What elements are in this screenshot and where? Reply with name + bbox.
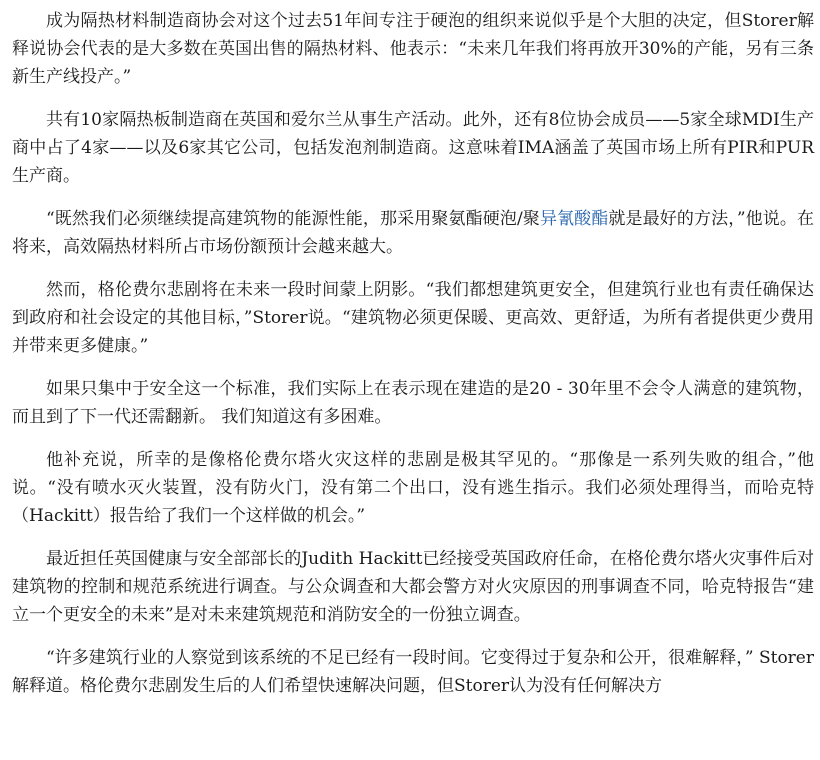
paragraph-single-standard: 如果只集中于安全这一个标准，我们实际上在表示现在建造的是20 - 30年里不会令人满意的建筑物，而且到了下一代还需翻新。 我们知道这有多困难。 xyxy=(12,379,814,427)
paragraph-hackitt-review: 最近担任英国健康与安全部部长的Judith Hackitt已经接受英国政府任命，在格伦费尔塔火灾事件后对建筑物的控制和规范系统进行调查。与公众调查和大都会警方对火灾原因的刑事调查不同，哈克特报告“建立一个更安全的未来”是对未来建筑规范和消防安全的一份独立调查。 xyxy=(12,549,814,625)
article-body xyxy=(0,7,820,760)
paragraph-system-shortcomings: “许多建筑行业的人察觉到该系统的不足已经有一段时间。它变得过于复杂和公开，很难解释，” Storer解释道。格伦费尔悲剧发生后的人们希望快速解决问题，但Storer认为没有任何解决方 xyxy=(12,648,814,696)
paragraph-text-before-link: “既然我们必须继续提高建筑物的能源性能，那采用聚氨酯硬泡/聚 xyxy=(46,209,540,229)
paragraph-ima-decision: 成为隔热材料制造商协会对这个过去51年间专注于硬泡的组织来说似乎是个大胆的决定，但Storer解释说协会代表的是大多数在英国出售的隔热材料、他表示：“未来几年我们将再放开30%的产能，另有三条新生产线投产。” xyxy=(12,11,814,87)
paragraph-energy-performance xyxy=(12,205,814,261)
paragraph-text-after-link: 就是最好的方法，”他说。在将来，高效隔热材料所占市场份额预计会越来越大。 xyxy=(12,209,814,257)
paragraph-manufacturers: 共有10家隔热板制造商在英国和爱尔兰从事生产活动。此外，还有8位协会成员——5家全球MDI生产商中占了4家——以及6家其它公司，包括发泡剂制造商。这意味着IMA涵盖了英国市场上所有PIR和PUR生产商。 xyxy=(12,110,814,186)
paragraph-grenfell-shadow: 然而，格伦费尔悲剧将在未来一段时间蒙上阴影。“我们都想建筑更安全，但建筑行业也有责任确保达到政府和社会设定的其他目标，”Storer说。“建筑物必须更保暖、更高效、更舒适，为所有者提供更少费用并带来更多健康。” xyxy=(12,280,814,356)
paragraph-rare-tragedy: 他补充说，所幸的是像格伦费尔塔火灾这样的悲剧是极其罕见的。“那像是一系列失败的组合，”他说。“没有喷水灭火装置，没有防火门，没有第二个出口，没有逃生指示。我们必须处理得当，而哈克特（Hackitt）报告给了我们一个这样做的机会。” xyxy=(12,450,814,526)
isocyanate-keyword-link[interactable]: 异氰酸酯 xyxy=(539,209,609,229)
